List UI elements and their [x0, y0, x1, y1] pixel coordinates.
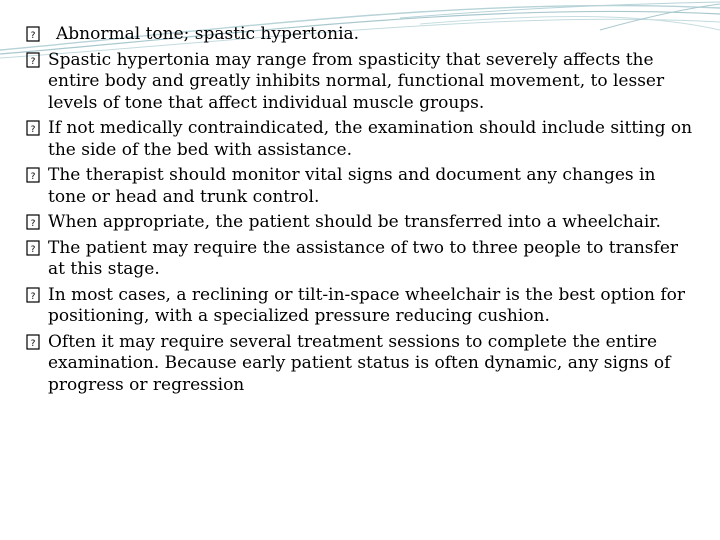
title-text: Abnormal tone; spastic hypertonia.: [56, 24, 360, 44]
bullet-text: Spastic hypertonia may range from spasticity that severely affects the entire body and greatly inhibits normal, functional movement, to lesser levels of tone that affect individual muscle groups.: [48, 49, 665, 113]
svg-text:?: ?: [30, 172, 36, 182]
bullet-text: When appropriate, the patient should be transferred into a wheelchair.: [48, 212, 661, 232]
missing-glyph-icon: [26, 50, 48, 70]
missing-glyph-icon: [26, 285, 48, 305]
bullet-text: In most cases, a reclining or tilt-in-space wheelchair is the best option for positioning, with a specialized pressure reducing cushion.: [48, 284, 685, 326]
bullet-item: [26, 332, 698, 397]
bullet-item: [26, 165, 698, 208]
slide-title: [26, 24, 698, 46]
slide-content: [26, 24, 698, 396]
missing-glyph-icon: [26, 118, 48, 138]
missing-glyph-icon: [26, 238, 48, 258]
svg-text:?: ?: [30, 244, 36, 255]
svg-text:?: ?: [30, 219, 36, 229]
svg-text:?: ?: [30, 338, 36, 349]
missing-glyph-icon: [26, 212, 48, 232]
bullet-text: If not medically contraindicated, the examination should include sitting on the side of the bed with assistance.: [48, 118, 693, 160]
bullet-text: Often it may require several treatment sessions to complete the entire examination. Because early patient status is often dynamic, any signs of progress or regression: [48, 331, 671, 395]
missing-glyph-icon: [26, 165, 48, 185]
bullet-text: The patient may require the assistance of two to three people to transfer at this stage.: [48, 237, 679, 279]
bullet-item: [26, 118, 698, 161]
missing-glyph-icon: [26, 332, 48, 352]
svg-text:?: ?: [30, 291, 36, 302]
bullet-item: [26, 285, 698, 328]
missing-glyph-icon: [26, 24, 56, 44]
svg-text:?: ?: [30, 31, 36, 41]
bullet-item: [26, 50, 698, 115]
bullet-item: [26, 212, 698, 234]
bullet-text: The therapist should monitor vital signs and document any changes in tone or head and trunk control.: [48, 165, 656, 207]
svg-text:?: ?: [30, 125, 36, 135]
svg-text:?: ?: [30, 56, 36, 67]
bullet-item: [26, 238, 698, 281]
